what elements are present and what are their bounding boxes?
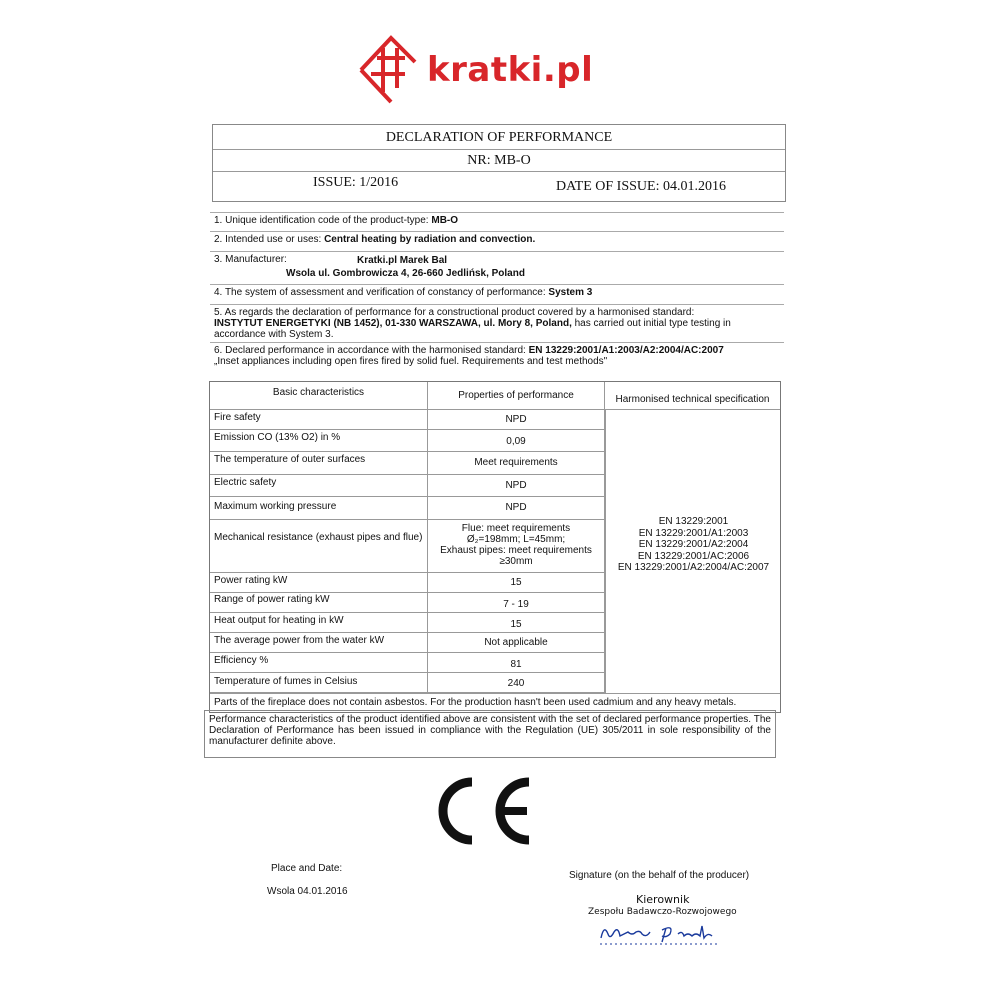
table-row-name: Electric safety [210, 475, 428, 497]
section-6 [210, 342, 784, 380]
table-row-value: 15 [428, 573, 605, 593]
table-row-name: Heat output for heating in kW [210, 613, 428, 633]
column-header: Harmonised technical specification [605, 382, 780, 410]
manufacturer-address: Wsola ul. Gombrowicza 4, 26-660 Jedlińsk, Poland [286, 268, 525, 279]
section-1 [210, 212, 784, 231]
ce-mark [432, 776, 532, 846]
table-row-value: 7 - 19 [428, 593, 605, 613]
spec-item: EN 13229:2001 [658, 516, 729, 527]
performance-table [209, 381, 781, 713]
value-line: Ø₂=198mm; L=45mm; [466, 534, 566, 545]
section-3 [210, 251, 784, 284]
place-date-value: Wsola 04.01.2016 [267, 886, 348, 897]
notified-body: INSTYTUT ENERGETYKI (NB 1452), 01-330 WARSZAWA, ul. Mory 8, Poland, [214, 318, 572, 329]
table-row-name: Maximum working pressure [210, 497, 428, 520]
section-5-label: 5. As regards the declaration of performance for a constructional product covered by a harmonised standard: [214, 307, 695, 318]
value-line: ≥30mm [499, 556, 533, 567]
product-code: MB-O [431, 215, 459, 226]
spec-item: EN 13229:2001/A2:2004 [638, 539, 749, 550]
table-row-value: 0,09 [428, 430, 605, 452]
issue-number: ISSUE: 1/2016 [313, 175, 399, 190]
signature-icon [596, 920, 766, 950]
spec-item: EN 13229:2001/A1:2003 [638, 527, 749, 539]
document-number: NR: MB-O [213, 149, 785, 172]
section-4-label: 4. The system of assessment and verification of constancy of performance: [214, 287, 549, 298]
section-5-text: has carried out initial type testing in [571, 318, 731, 329]
table-row-value: NPD [428, 410, 605, 430]
table-row-name: Mechanical resistance (exhaust pipes and flue) [210, 520, 428, 573]
spec-list [606, 516, 781, 574]
table-row-name: Temperature of fumes in Celsius [210, 673, 428, 693]
section-1-label: 1. Unique identification code of the product-type: [214, 215, 432, 226]
table-row-value: 15 [428, 613, 605, 633]
section-2 [210, 231, 784, 251]
performance-statement: Performance characteristics of the product identified above are consistent with the set of declared performance properties. The Declaration of Performance has been issued in compliance with the Regulation (UE) 305/2011 in sole responsibility of the manufacturer definite above. [204, 710, 776, 758]
issue-date: DATE OF ISSUE: 04.01.2016 [556, 179, 726, 194]
logo-text: kratki.pl [427, 50, 594, 90]
header-box [212, 124, 786, 202]
section-6-label: 6. Declared performance in accordance with the harmonised standard: [214, 345, 529, 356]
table-row-value: NPD [428, 497, 605, 520]
harmonised-standard: EN 13229:2001/A1:2003/A2:2004/AC:2007 [528, 345, 724, 356]
table-row-value: 81 [428, 653, 605, 673]
signature-label: Signature (on the behalf of the producer) [569, 870, 750, 881]
handwritten-signature [596, 920, 766, 950]
section-4 [210, 284, 784, 304]
table-row-value: 240 [428, 673, 605, 693]
section-3-label: 3. Manufacturer: [214, 254, 287, 265]
table-row-value: Meet requirements [428, 452, 605, 475]
section-2-label: 2. Intended use or uses: [214, 234, 325, 245]
document-title: DECLARATION OF PERFORMANCE [213, 125, 785, 150]
value-line: Exhaust pipes: meet requirements [440, 545, 592, 556]
table-row-name: Efficiency % [210, 653, 428, 673]
table-row-name: Power rating kW [210, 573, 428, 593]
assessment-system: System 3 [548, 287, 593, 298]
spec-item: EN 13229:2001/AC:2006 [637, 550, 750, 562]
column-header: Properties of performance [428, 382, 605, 410]
table-row-name: Fire safety [210, 410, 428, 430]
asbestos-note: Parts of the fireplace does not contain asbestos. For the production hasn't been used cadmium and any heavy metals. [210, 693, 780, 711]
ce-mark-icon [432, 776, 532, 846]
company-logo [355, 30, 655, 110]
stamp-department: Zespołu Badawczo-Rozwojowego [588, 907, 737, 917]
table-row-value: Not applicable [428, 633, 605, 653]
logo-grid-icon [355, 30, 425, 110]
table-row-name: The average power from the water kW [210, 633, 428, 653]
table-row-name: Emission CO (13% O2) in % [210, 430, 428, 452]
table-row-name: Range of power rating kW [210, 593, 428, 613]
section-5-text-end: accordance with System 3. [214, 329, 334, 340]
spec-item: EN 13229:2001/A2:2004/AC:2007 [617, 562, 770, 573]
table-row-value [428, 520, 605, 573]
intended-use: Central heating by radiation and convection. [324, 234, 536, 245]
manufacturer-name: Kratki.pl Marek Bal [357, 255, 448, 266]
value-line: Flue: meet requirements [461, 523, 571, 534]
section-5 [210, 304, 784, 342]
stamp-title: Kierownik [636, 893, 690, 906]
place-label: Place and Date: [271, 863, 343, 874]
table-row-name: The temperature of outer surfaces [210, 452, 428, 475]
harmonised-spec-cell [605, 410, 781, 693]
table-row-value: NPD [428, 475, 605, 497]
standard-title: „Inset appliances including open fires fired by solid fuel. Requirements and test methods" [214, 356, 608, 367]
column-header: Basic characteristics [210, 382, 428, 410]
